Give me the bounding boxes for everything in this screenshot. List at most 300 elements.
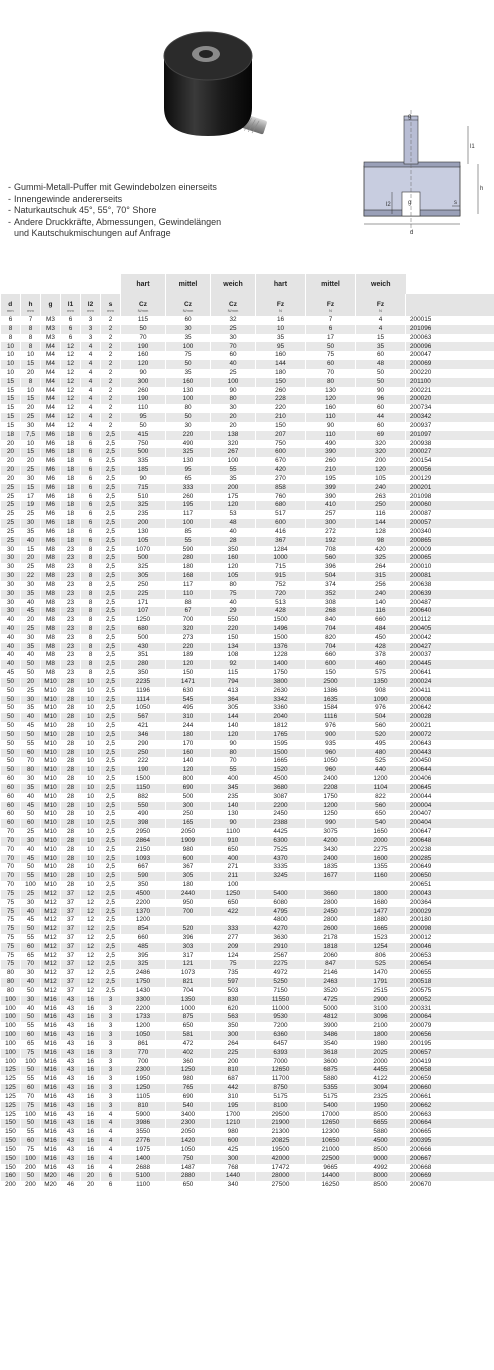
article-number: 200666 (406, 1146, 494, 1155)
table-row (1, 1058, 494, 1067)
unit-header: N/mm (166, 308, 211, 316)
table-cell: 40 (21, 1005, 41, 1014)
table-cell: 18 (61, 457, 81, 466)
table-cell: 310 (166, 713, 211, 722)
table-row (1, 757, 494, 766)
table-cell: 340 (211, 1181, 256, 1190)
table-cell: 120 (121, 360, 166, 369)
table-cell: 28 (61, 696, 81, 705)
table-cell: 3680 (256, 784, 306, 793)
table-cell: 303 (166, 943, 211, 952)
table-cell: 2,5 (101, 493, 121, 502)
table-cell: 16 (81, 1013, 101, 1022)
table-cell: 4 (81, 351, 101, 360)
table-cell: 95 (121, 413, 166, 422)
table-row (1, 466, 494, 475)
table-cell: M12 (41, 916, 61, 925)
table-cell: 144 (211, 713, 256, 722)
table-cell: 830 (211, 996, 256, 1005)
table-cell: 170 (166, 740, 211, 749)
table-cell: 2,5 (101, 722, 121, 731)
table-cell: 16 (81, 1031, 101, 1040)
table-cell: 12 (81, 960, 101, 969)
table-cell: M4 (41, 404, 61, 413)
table-cell: 260 (121, 387, 166, 396)
table-row (1, 1040, 494, 1049)
table-cell: 1000 (256, 554, 306, 563)
table-cell: 35 (256, 334, 306, 343)
table-cell: 2 (101, 413, 121, 422)
table-cell: 25 (21, 890, 41, 899)
table-cell: 50 (21, 660, 41, 669)
table-cell: 75 (1, 960, 21, 969)
table-cell: 1105 (121, 1093, 166, 1102)
table-cell: 15 (1, 413, 21, 422)
table-cell: M16 (41, 1084, 61, 1093)
table-cell: M10 (41, 784, 61, 793)
table-cell: 1500 (121, 775, 166, 784)
table-cell: 10 (81, 757, 101, 766)
table-cell: 10 (81, 793, 101, 802)
table-row (1, 599, 494, 608)
table-cell: 40 (21, 978, 41, 987)
table-cell: 4 (81, 395, 101, 404)
table-cell: 35 (211, 475, 256, 484)
article-number: 200112 (406, 616, 494, 625)
table-cell: 17 (306, 334, 356, 343)
table-cell: 750 (256, 440, 306, 449)
table-cell: 16 (81, 1066, 101, 1075)
table-cell: 2,5 (101, 431, 121, 440)
table-cell: 560 (356, 722, 406, 731)
table-cell: 19 (21, 501, 41, 510)
table-cell: 271 (211, 863, 256, 872)
table-cell: 43 (61, 1155, 81, 1164)
table-cell: 2300 (166, 1119, 211, 1128)
table-cell: 107 (121, 607, 166, 616)
table-row (1, 1146, 494, 1155)
table-cell: 315 (356, 572, 406, 581)
table-cell: 500 (121, 554, 166, 563)
table-row (1, 996, 494, 1005)
table-cell: 30 (1, 581, 21, 590)
table-cell: 3618 (306, 1049, 356, 1058)
table-cell: 23 (61, 590, 81, 599)
table-cell: 2,5 (101, 828, 121, 837)
table-row (1, 660, 494, 669)
table-cell: 325 (166, 448, 211, 457)
table-cell: M10 (41, 810, 61, 819)
table-row (1, 669, 494, 678)
table-cell: 2 (101, 404, 121, 413)
table-cell: 6 (1, 316, 21, 325)
table-cell: 10 (1, 351, 21, 360)
table-cell: 650 (211, 899, 256, 908)
table-cell: 40 (211, 360, 256, 369)
table-cell: 440 (356, 766, 406, 775)
table-cell: M16 (41, 1040, 61, 1049)
table-cell: 352 (306, 590, 356, 599)
table-cell: M10 (41, 757, 61, 766)
table-cell: 45 (21, 722, 41, 731)
table-cell: 120 (356, 466, 406, 475)
table-row (1, 651, 494, 660)
table-cell: 1487 (166, 1164, 211, 1173)
table-cell: 48 (356, 360, 406, 369)
table-cell: 35 (21, 590, 41, 599)
table-cell: 7 (21, 316, 41, 325)
table-row (1, 510, 494, 519)
table-row (1, 475, 494, 484)
table-cell: 4 (81, 342, 101, 351)
table-cell: 30 (21, 969, 41, 978)
table-cell: 1584 (306, 704, 356, 713)
table-cell: M10 (41, 749, 61, 758)
table-cell: 1523 (356, 934, 406, 943)
table-cell: 30 (1, 563, 21, 572)
table-cell: 140 (211, 802, 256, 811)
article-number: 200004 (406, 802, 494, 811)
table-cell: 1677 (306, 872, 356, 881)
table-cell: 6 (61, 334, 81, 343)
table-row (1, 1022, 494, 1031)
table-cell: 100 (1, 1013, 21, 1022)
table-cell: 4425 (256, 828, 306, 837)
table-cell: M8 (41, 572, 61, 581)
table-cell: 308 (306, 599, 356, 608)
table-cell: 760 (256, 493, 306, 502)
table-cell: 190 (121, 395, 166, 404)
table-cell: 171 (121, 599, 166, 608)
table-row (1, 351, 494, 360)
table-cell: M12 (41, 890, 61, 899)
table-cell: 3 (101, 1022, 121, 1031)
table-cell: 495 (166, 704, 211, 713)
table-cell: M12 (41, 978, 61, 987)
table-cell: M10 (41, 819, 61, 828)
table-cell: 421 (121, 722, 166, 731)
column-header: Fz (306, 294, 356, 308)
table-cell: 43 (61, 1128, 81, 1137)
article-number: 200427 (406, 643, 494, 652)
table-cell: 28 (61, 881, 81, 890)
table-cell: 2880 (166, 1172, 211, 1181)
table-cell: 430 (121, 643, 166, 652)
table-cell: 209 (211, 943, 256, 952)
article-number: 200419 (406, 1058, 494, 1067)
table-cell: 50 (121, 325, 166, 334)
table-cell: 8500 (356, 1181, 406, 1190)
article-number: 200658 (406, 1066, 494, 1075)
table-row (1, 546, 494, 555)
table-cell: 53 (211, 510, 256, 519)
table-cell: 10 (81, 855, 101, 864)
article-number: 200657 (406, 1049, 494, 1058)
table-cell: 28 (61, 704, 81, 713)
table-row (1, 775, 494, 784)
table-cell: 976 (356, 704, 406, 713)
table-cell: 10 (256, 325, 306, 334)
table-cell: 7,5 (21, 431, 41, 440)
table-cell: 40 (21, 651, 41, 660)
table-cell: 6875 (306, 1066, 356, 1075)
table-cell: 98 (356, 537, 406, 546)
table-cell: 10 (81, 881, 101, 890)
table-row (1, 581, 494, 590)
table-cell: 305 (211, 704, 256, 713)
table-cell: 2,5 (101, 960, 121, 969)
article-number: 200395 (406, 1137, 494, 1146)
table-cell: 360 (166, 1058, 211, 1067)
article-number: 200081 (406, 572, 494, 581)
table-cell: 80 (211, 581, 256, 590)
table-cell: 35 (21, 784, 41, 793)
table-cell: 37 (61, 890, 81, 899)
table-cell: 12 (81, 890, 101, 899)
table-cell: 20 (211, 422, 256, 431)
table-cell: 290 (121, 740, 166, 749)
table-cell: 15 (21, 395, 41, 404)
table-cell: 92 (211, 660, 256, 669)
article-number: 200043 (406, 890, 494, 899)
label-s: s (454, 200, 457, 206)
table-cell: 100 (1, 1058, 21, 1067)
article-number: 200443 (406, 749, 494, 758)
table-cell: 520 (166, 925, 211, 934)
table-cell: 50 (21, 810, 41, 819)
column-header: Fz (356, 294, 406, 308)
table-cell: M3 (41, 325, 61, 334)
table-cell: 700 (166, 616, 211, 625)
table-cell: 325 (121, 563, 166, 572)
table-cell: 60 (1, 793, 21, 802)
table-row (1, 554, 494, 563)
table-cell: 100 (1, 1022, 21, 1031)
table-cell: 30 (166, 325, 211, 334)
article-number: 200201 (406, 484, 494, 493)
table-cell: 80 (166, 404, 211, 413)
unit-header: N (356, 308, 406, 316)
article-number: 200064 (406, 1013, 494, 1022)
table-cell: 12 (81, 899, 101, 908)
table-cell: 90 (121, 369, 166, 378)
table-cell: 2,5 (101, 440, 121, 449)
table-cell: 16 (81, 1128, 101, 1137)
article-number: 200057 (406, 519, 494, 528)
table-cell: 30 (21, 581, 41, 590)
table-cell: 980 (211, 1128, 256, 1137)
feature-item: - Naturkautschuk 45°, 55°, 70° Shore (8, 205, 221, 217)
article-number: 200220 (406, 369, 494, 378)
table-cell: 115 (211, 669, 256, 678)
table-cell: 2146 (306, 969, 356, 978)
table-cell: 16 (81, 1005, 101, 1014)
table-cell: 8 (1, 334, 21, 343)
table-cell: 2950 (121, 828, 166, 837)
table-cell: 1350 (356, 678, 406, 687)
table-cell: 660 (121, 934, 166, 943)
table-cell: 20 (21, 404, 41, 413)
table-cell: M6 (41, 475, 61, 484)
table-cell: 18 (61, 519, 81, 528)
table-cell: 20 (1, 440, 21, 449)
table-cell: 100 (1, 1031, 21, 1040)
table-cell: 30 (1, 546, 21, 555)
table-row (1, 440, 494, 449)
table-cell: 30 (21, 422, 41, 431)
table-cell: 2486 (121, 969, 166, 978)
hardness-header: hart (256, 274, 306, 294)
article-number: 200645 (406, 784, 494, 793)
table-cell: 130 (166, 457, 211, 466)
table-cell: M8 (41, 643, 61, 652)
table-cell: M10 (41, 713, 61, 722)
table-cell: 770 (121, 1049, 166, 1058)
table-cell: 5175 (256, 1093, 306, 1102)
table-cell: 70 (211, 757, 256, 766)
table-cell: 12 (61, 360, 81, 369)
table-cell: 108 (211, 651, 256, 660)
table-cell: 550 (211, 616, 256, 625)
table-cell: 50 (21, 1066, 41, 1075)
table-cell: 2,5 (101, 969, 121, 978)
table-cell: 9530 (256, 1013, 306, 1022)
table-cell: 2,5 (101, 660, 121, 669)
article-number: 200069 (406, 360, 494, 369)
table-cell: 37 (61, 987, 81, 996)
table-cell: 600 (211, 1137, 256, 1146)
table-cell: M6 (41, 440, 61, 449)
table-cell: 37 (61, 934, 81, 943)
table-cell: 2,5 (101, 978, 121, 987)
table-cell: 1370 (121, 907, 166, 916)
table-cell: 150 (1, 1155, 21, 1164)
table-cell: 3 (81, 325, 101, 334)
table-cell: 256 (356, 581, 406, 590)
table-cell: M4 (41, 378, 61, 387)
table-cell: 2275 (256, 960, 306, 969)
unit-header: N/mm (121, 308, 166, 316)
table-cell: 5400 (306, 1102, 356, 1111)
table-cell: 2275 (356, 846, 406, 855)
table-cell: 10 (81, 687, 101, 696)
article-number: 200180 (406, 916, 494, 925)
table-cell: 23 (61, 643, 81, 652)
table-cell: 40 (211, 599, 256, 608)
table-cell: M12 (41, 969, 61, 978)
table-cell: M10 (41, 828, 61, 837)
header-spacer (406, 308, 494, 316)
article-number: 200651 (406, 881, 494, 890)
table-cell: M12 (41, 960, 61, 969)
unit-header: N (256, 308, 306, 316)
table-cell: 484 (356, 625, 406, 634)
table-cell: 540 (166, 1102, 211, 1111)
table-cell: 2,5 (101, 581, 121, 590)
table-cell: M6 (41, 448, 61, 457)
table-cell: 50 (21, 669, 41, 678)
table-cell: 2,5 (101, 952, 121, 961)
table-cell: 195 (211, 1102, 256, 1111)
article-number: 200028 (406, 713, 494, 722)
table-cell: 3986 (121, 1119, 166, 1128)
table-cell: 30 (1, 590, 21, 599)
table-cell: M8 (41, 660, 61, 669)
table-cell: 160 (306, 404, 356, 413)
table-cell: 15 (21, 448, 41, 457)
column-header: g (41, 294, 61, 308)
table-cell: M6 (41, 457, 61, 466)
article-number: 200340 (406, 528, 494, 537)
table-cell: 240 (356, 484, 406, 493)
table-cell: 2,5 (101, 563, 121, 572)
table-cell: 150 (1, 1137, 21, 1146)
table-cell: 25 (211, 369, 256, 378)
table-cell: 2,5 (101, 475, 121, 484)
column-header: h (21, 294, 41, 308)
table-cell: 5880 (306, 1075, 356, 1084)
table-cell: 16 (81, 1111, 101, 1120)
table-cell: 1100 (121, 1181, 166, 1190)
table-cell: 80 (21, 766, 41, 775)
table-cell: M4 (41, 395, 61, 404)
table-cell: 8 (81, 616, 101, 625)
table-cell: 8000 (356, 1172, 406, 1181)
table-cell: 90 (356, 387, 406, 396)
article-number: 200642 (406, 704, 494, 713)
table-row (1, 793, 494, 802)
table-cell: 144 (256, 360, 306, 369)
table-cell: 810 (211, 1066, 256, 1075)
table-cell: 130 (166, 387, 211, 396)
table-cell: 20 (1, 466, 21, 475)
table-cell: 180 (166, 731, 211, 740)
article-number: 200015 (406, 316, 494, 325)
table-cell: M16 (41, 1128, 61, 1137)
table-cell: 30 (21, 899, 41, 908)
hardness-header: hart (121, 274, 166, 294)
table-cell: 915 (256, 572, 306, 581)
table-cell: M10 (41, 881, 61, 890)
table-cell: 517 (256, 510, 306, 519)
table-cell: 1765 (256, 731, 306, 740)
table-cell: 3 (101, 1102, 121, 1111)
table-cell: 40 (21, 846, 41, 855)
table-cell: 1600 (356, 855, 406, 864)
article-number: 200087 (406, 510, 494, 519)
table-cell: 4725 (306, 996, 356, 1005)
table-cell: 37 (61, 907, 81, 916)
table-cell: 540 (356, 819, 406, 828)
table-cell: 50 (21, 1119, 41, 1128)
table-cell: 18 (61, 484, 81, 493)
table-cell: 50 (1, 696, 21, 705)
table-cell: 43 (61, 1040, 81, 1049)
table-cell: 12 (61, 369, 81, 378)
table-cell: 810 (121, 1102, 166, 1111)
table-cell: 116 (356, 607, 406, 616)
table-cell: M8 (41, 607, 61, 616)
table-cell: 37 (61, 969, 81, 978)
table-row (1, 1111, 494, 1120)
table-cell: 2300 (121, 1066, 166, 1075)
table-cell: 100 (1, 1005, 21, 1014)
table-cell: 6 (81, 475, 101, 484)
article-number: 200450 (406, 757, 494, 766)
table-cell: 43 (61, 996, 81, 1005)
article-number: 200221 (406, 387, 494, 396)
table-cell: M12 (41, 925, 61, 934)
